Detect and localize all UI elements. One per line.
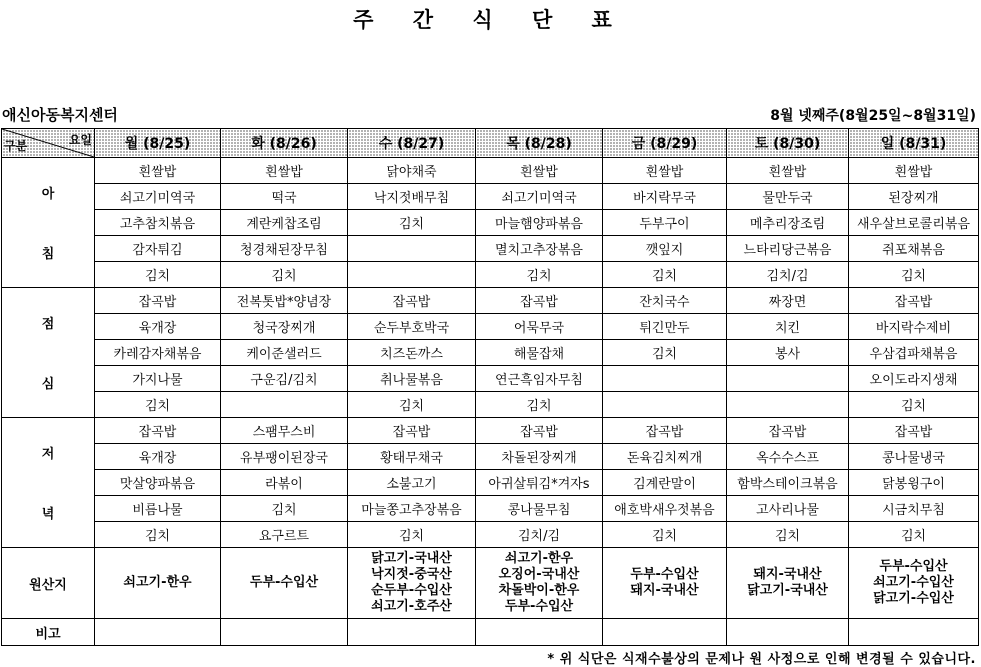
dish-cell: 유부팽이된장국 xyxy=(221,444,348,470)
menu-row xyxy=(2,444,979,470)
dish-cell: 깻잎지 xyxy=(603,236,727,262)
origin-cell xyxy=(476,548,603,619)
dish-cell: 마늘햄양파볶음 xyxy=(476,210,603,236)
dish-cell: 카레감자채볶음 xyxy=(95,340,221,366)
day-header: 화 (8/26) xyxy=(221,129,348,158)
menu-row xyxy=(2,522,979,548)
dish-cell xyxy=(348,262,476,288)
dish-cell: 김치 xyxy=(95,392,221,418)
dish-cell: 함박스테이크볶음 xyxy=(727,470,849,496)
origin-line: 돼지-국내산 xyxy=(753,567,822,582)
dish-cell: 김치/김 xyxy=(476,522,603,548)
dish-cell: 김치 xyxy=(849,522,979,548)
organization-name: 애신아동복지센터 xyxy=(2,106,118,124)
dish-cell: 잡곡밥 xyxy=(476,288,603,314)
dish-cell: 바지락무국 xyxy=(603,184,727,210)
origin-line: 쇠고기-수입산 xyxy=(873,575,954,590)
dish-cell: 쇠고기미역국 xyxy=(476,184,603,210)
remark-cell xyxy=(221,619,348,646)
meal-label xyxy=(2,288,95,418)
origin-line: 쇠고기-한우 xyxy=(504,551,574,566)
header-row xyxy=(2,129,979,158)
dish-cell: 아귀살튀김*겨자s xyxy=(476,470,603,496)
dish-cell: 전복톳밥*양념장 xyxy=(221,288,348,314)
menu-row xyxy=(2,314,979,340)
origin-cell xyxy=(603,548,727,619)
dish-cell: 김치 xyxy=(95,262,221,288)
dish-cell: 치즈돈까스 xyxy=(348,340,476,366)
dish-cell: 김치 xyxy=(727,522,849,548)
dish-cell: 고사리나물 xyxy=(727,496,849,522)
dish-cell: 새우살브로콜리볶음 xyxy=(849,210,979,236)
corner-label-category: 구분 xyxy=(4,139,28,153)
dish-cell: 감자튀김 xyxy=(95,236,221,262)
dish-cell: 비름나물 xyxy=(95,496,221,522)
dish-cell: 콩나물냉국 xyxy=(849,444,979,470)
menu-period: 8월 넷째주(8월25일~8월31일) xyxy=(770,108,976,124)
dish-cell: 고추참치볶음 xyxy=(95,210,221,236)
dish-cell: 김치 xyxy=(603,522,727,548)
dish-cell: 소불고기 xyxy=(348,470,476,496)
dish-cell: 돈육김치찌개 xyxy=(603,444,727,470)
day-header: 수 (8/27) xyxy=(348,129,476,158)
dish-cell: 닭봉윙구이 xyxy=(849,470,979,496)
weekly-menu-table xyxy=(1,128,979,646)
dish-cell: 느타리당근볶음 xyxy=(727,236,849,262)
dish-cell: 취나물볶음 xyxy=(348,366,476,392)
dish-cell: 구운김/김치 xyxy=(221,366,348,392)
dish-cell: 잡곡밥 xyxy=(348,418,476,444)
menu-row xyxy=(2,288,979,314)
menu-row xyxy=(2,366,979,392)
dish-cell: 김치 xyxy=(221,262,348,288)
origin-line: 닭고기-수입산 xyxy=(873,591,954,606)
dish-cell: 바지락수제비 xyxy=(849,314,979,340)
meal-label-top: 저 xyxy=(41,447,55,462)
dish-cell: 김계란말이 xyxy=(603,470,727,496)
dish-cell: 잔치국수 xyxy=(603,288,727,314)
page-title: 주 간 식 단 표 xyxy=(353,8,628,32)
dish-cell: 연근흑임자무침 xyxy=(476,366,603,392)
origin-line: 닭고기-국내산 xyxy=(747,583,828,598)
dish-cell: 스팸무스비 xyxy=(221,418,348,444)
origin-row xyxy=(2,548,979,619)
dish-cell: 김치 xyxy=(221,496,348,522)
remark-cell xyxy=(348,619,476,646)
dish-cell: 떡국 xyxy=(221,184,348,210)
dish-cell: 김치 xyxy=(849,392,979,418)
origin-line: 차돌박이-한우 xyxy=(498,583,580,598)
origin-cell xyxy=(348,548,476,619)
meal-label-top: 점 xyxy=(41,317,55,332)
remark-cell xyxy=(476,619,603,646)
dish-cell: 된장찌개 xyxy=(849,184,979,210)
dish-cell: 옥수수스프 xyxy=(727,444,849,470)
dish-cell: 흰쌀밥 xyxy=(476,158,603,184)
dish-cell: 마늘쫑고추장볶음 xyxy=(348,496,476,522)
dish-cell: 콩나물무침 xyxy=(476,496,603,522)
dish-cell: 낙지젓배무침 xyxy=(348,184,476,210)
remark-cell xyxy=(603,619,727,646)
origin-cell xyxy=(221,548,348,619)
day-header: 일 (8/31) xyxy=(849,129,979,158)
dish-cell: 김치 xyxy=(476,262,603,288)
origin-cell xyxy=(849,548,979,619)
menu-row xyxy=(2,236,979,262)
origin-line: 닭고기-국내산 xyxy=(371,551,452,566)
dish-cell: 육개장 xyxy=(95,444,221,470)
menu-row xyxy=(2,418,979,444)
dish-cell: 우삼겹파채볶음 xyxy=(849,340,979,366)
dish-cell xyxy=(348,236,476,262)
dish-cell: 청국장찌개 xyxy=(221,314,348,340)
menu-row xyxy=(2,340,979,366)
dish-cell: 잡곡밥 xyxy=(95,418,221,444)
dish-cell: 쥐포채볶음 xyxy=(849,236,979,262)
remark-cell xyxy=(727,619,849,646)
dish-cell: 짜장면 xyxy=(727,288,849,314)
origin-line: 쇠고기-호주산 xyxy=(371,599,452,614)
dish-cell: 두부구이 xyxy=(603,210,727,236)
dish-cell: 흰쌀밥 xyxy=(849,158,979,184)
origin-cell xyxy=(95,548,221,619)
menu-row xyxy=(2,158,979,184)
origin-label: 원산지 xyxy=(2,548,95,619)
dish-cell: 김치 xyxy=(95,522,221,548)
dish-cell: 김치 xyxy=(603,340,727,366)
dish-cell: 차돌된장찌개 xyxy=(476,444,603,470)
dish-cell: 계란케찹조림 xyxy=(221,210,348,236)
dish-cell: 쇠고기미역국 xyxy=(95,184,221,210)
origin-line: 두부-수입산 xyxy=(504,599,574,614)
origin-line: 두부-수입산 xyxy=(879,559,948,574)
dish-cell: 흰쌀밥 xyxy=(603,158,727,184)
dish-cell: 황태무채국 xyxy=(348,444,476,470)
dish-cell: 흰쌀밥 xyxy=(727,158,849,184)
origin-cell xyxy=(727,548,849,619)
menu-row xyxy=(2,184,979,210)
dish-cell: 어묵무국 xyxy=(476,314,603,340)
corner-header xyxy=(2,129,95,158)
corner-label-day: 요일 xyxy=(68,133,92,147)
dish-cell: 애호박새우젓볶음 xyxy=(603,496,727,522)
dish-cell: 멸치고추장볶음 xyxy=(476,236,603,262)
meal-label-bottom: 녁 xyxy=(41,507,55,522)
dish-cell: 닭야채죽 xyxy=(348,158,476,184)
menu-row xyxy=(2,262,979,288)
dish-cell: 잡곡밥 xyxy=(95,288,221,314)
day-header: 토 (8/30) xyxy=(727,129,849,158)
origin-line: 두부-수입산 xyxy=(630,567,699,582)
dish-cell: 김치/김 xyxy=(727,262,849,288)
remark-row xyxy=(2,619,979,646)
dish-cell xyxy=(727,366,849,392)
dish-cell: 봉사 xyxy=(727,340,849,366)
day-header: 금 (8/29) xyxy=(603,129,727,158)
dish-cell: 흰쌀밥 xyxy=(221,158,348,184)
origin-line: 돼지-국내산 xyxy=(630,583,699,598)
dish-cell: 흰쌀밥 xyxy=(95,158,221,184)
dish-cell: 잡곡밥 xyxy=(348,288,476,314)
meal-label-top: 아 xyxy=(41,187,55,202)
origin-line: 두부-수입산 xyxy=(249,575,319,590)
dish-cell: 육개장 xyxy=(95,314,221,340)
dish-cell: 잡곡밥 xyxy=(727,418,849,444)
dish-cell: 김치 xyxy=(348,392,476,418)
dish-cell: 메추리장조림 xyxy=(727,210,849,236)
dish-cell: 시금치무침 xyxy=(849,496,979,522)
dish-cell xyxy=(221,392,348,418)
dish-cell: 잡곡밥 xyxy=(849,418,979,444)
dish-cell xyxy=(727,392,849,418)
dish-cell: 가지나물 xyxy=(95,366,221,392)
origin-line: 오징어-국내산 xyxy=(498,567,580,582)
dish-cell: 잡곡밥 xyxy=(849,288,979,314)
dish-cell: 해물잡채 xyxy=(476,340,603,366)
remark-label: 비고 xyxy=(2,619,95,646)
day-header: 목 (8/28) xyxy=(476,129,603,158)
dish-cell: 요구르트 xyxy=(221,522,348,548)
dish-cell: 김치 xyxy=(348,522,476,548)
origin-line: 쇠고기-한우 xyxy=(123,575,192,590)
dish-cell: 김치 xyxy=(603,262,727,288)
menu-row xyxy=(2,496,979,522)
footnote: * 위 식단은 식재수불상의 문제나 원 사정으로 인해 변경될 수 있습니다. xyxy=(547,652,976,667)
meal-label-bottom: 침 xyxy=(41,247,55,262)
menu-row xyxy=(2,392,979,418)
remark-cell xyxy=(849,619,979,646)
dish-cell: 청경채된장무침 xyxy=(221,236,348,262)
dish-cell: 케이준샐러드 xyxy=(221,340,348,366)
dish-cell: 맛살양파볶음 xyxy=(95,470,221,496)
dish-cell: 순두부호박국 xyxy=(348,314,476,340)
dish-cell: 김치 xyxy=(348,210,476,236)
dish-cell: 물만두국 xyxy=(727,184,849,210)
dish-cell: 치킨 xyxy=(727,314,849,340)
dish-cell: 오이도라지생채 xyxy=(849,366,979,392)
dish-cell xyxy=(603,366,727,392)
dish-cell: 잡곡밥 xyxy=(603,418,727,444)
dish-cell: 튀긴만두 xyxy=(603,314,727,340)
remark-cell xyxy=(95,619,221,646)
meal-label-bottom: 심 xyxy=(41,377,55,392)
day-header: 월 (8/25) xyxy=(95,129,221,158)
meal-label xyxy=(2,418,95,548)
menu-row xyxy=(2,470,979,496)
dish-cell: 잡곡밥 xyxy=(476,418,603,444)
menu-row xyxy=(2,210,979,236)
dish-cell: 김치 xyxy=(849,262,979,288)
meal-label xyxy=(2,158,95,288)
origin-line: 낙지젓-중국산 xyxy=(371,567,452,582)
dish-cell: 김치 xyxy=(476,392,603,418)
dish-cell: 라볶이 xyxy=(221,470,348,496)
dish-cell xyxy=(603,392,727,418)
origin-line: 순두부-수입산 xyxy=(371,583,452,598)
